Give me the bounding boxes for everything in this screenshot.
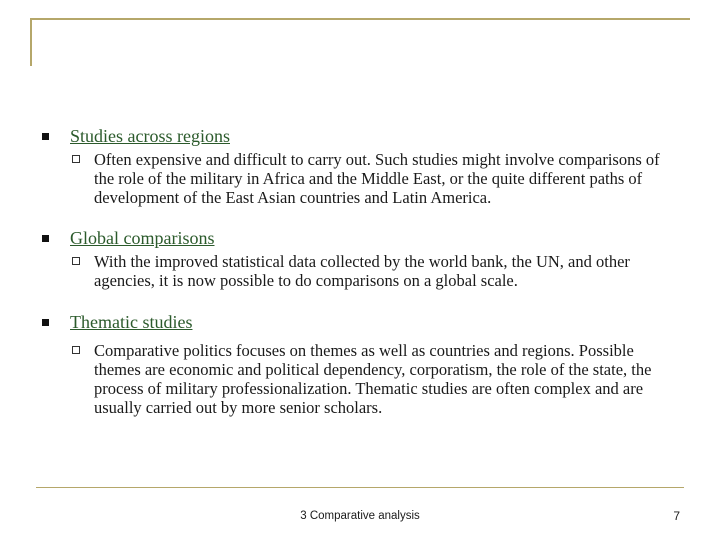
hollow-square-bullet-icon [72, 257, 80, 265]
sub-bullet-item [94, 341, 682, 417]
bullet-heading-link[interactable]: Studies across regions [70, 126, 230, 146]
bullet-heading-link[interactable]: Thematic studies [70, 312, 193, 332]
slide-frame-top-line [30, 18, 690, 20]
sub-bullet-text: With the improved statistical data collected by the world bank, the UN, and other agencies, it is now possible to do comparisons on a global scale. [94, 252, 630, 290]
footer-title: 3 Comparative analysis [300, 510, 420, 522]
footer-divider [36, 487, 684, 488]
sub-bullet-item [94, 252, 682, 290]
bullet-item [42, 228, 682, 290]
sub-bullet-text: Comparative politics focuses on themes as well as countries and regions. Possible themes are economic and political dependency, corporatism, the role of the state, the process of military professionalization. Thematic studies are often complex and are usually carried out by more senior scholars. [94, 341, 652, 417]
sub-bullet-item [94, 150, 682, 207]
sub-bullet-text: Often expensive and difficult to carry out. Such studies might involve comparisons of the role of the military in Africa and the Middle East, or the quite different paths of development of the East Asian countries and Latin America. [94, 150, 660, 207]
square-bullet-icon [42, 133, 49, 140]
hollow-square-bullet-icon [72, 155, 80, 163]
page-number: 7 [673, 509, 680, 523]
square-bullet-icon [42, 319, 49, 326]
bullet-item [42, 126, 682, 207]
bullet-item [42, 312, 682, 417]
hollow-square-bullet-icon [72, 346, 80, 354]
bullet-heading-link[interactable]: Global comparisons [70, 228, 215, 248]
slide-content [42, 126, 682, 417]
square-bullet-icon [42, 235, 49, 242]
slide-frame-left-line [30, 18, 32, 66]
